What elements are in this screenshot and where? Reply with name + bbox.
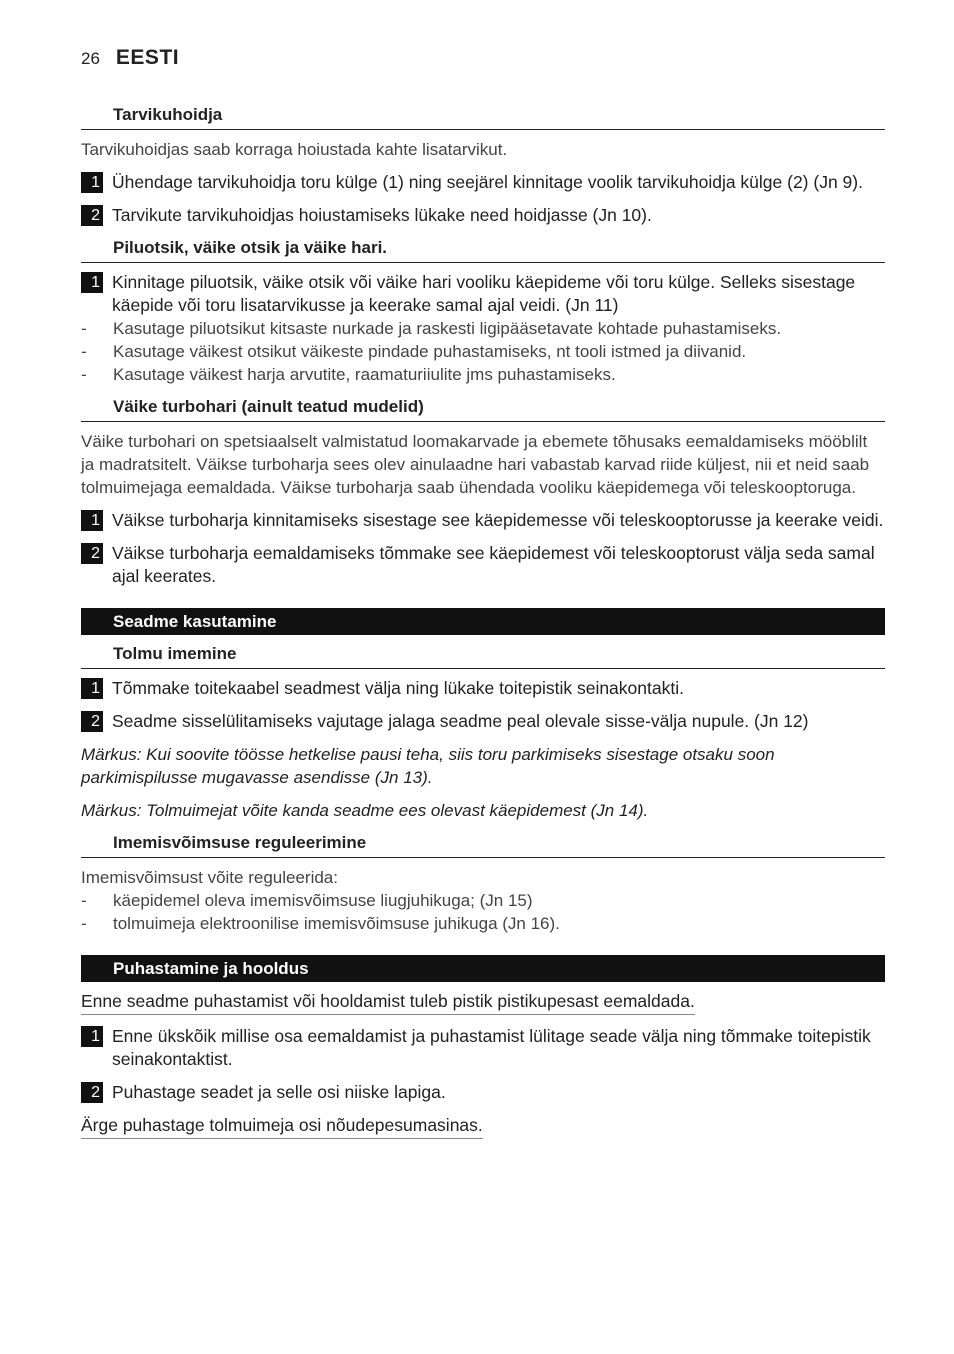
step-text: Seadme sisselülitamiseks vajutage jalaga seadme peal olevale sisse-välja nupule. (Jn 12) — [112, 711, 809, 731]
chapter-heading-puhastamine: Puhastamine ja hooldus — [81, 955, 885, 982]
note: Märkus: Kui soovite töösse hetkelise pausi teha, siis toru parkimiseks sisestage otsaku soon parkimispilusse mugavasse asendisse (Jn 13). — [81, 745, 775, 787]
step — [81, 710, 885, 733]
step — [81, 204, 885, 227]
step-number: 1 — [81, 272, 103, 293]
step — [81, 677, 885, 700]
chapter-heading-seadme-kasutamine: Seadme kasutamine — [81, 608, 885, 635]
step-text: Väikse turboharja eemaldamiseks tõmmake see käepidemest või teleskooptorust välja seda samal ajal keerates. — [112, 543, 875, 586]
list-item: - Kasutage väikest otsikut väikeste pindade puhastamiseks, nt tooli istmed ja diivanid. — [81, 342, 747, 361]
step-text: Puhastage seadet ja selle osi niiske lapiga. — [112, 1082, 446, 1102]
step-number: 2 — [81, 1082, 103, 1103]
section-heading-imemisvoimsus: Imemisvõimsuse reguleerimine — [81, 832, 885, 858]
section-heading-tolmu-imemine: Tolmu imemine — [81, 643, 885, 669]
step — [81, 509, 885, 532]
step-text: Tarvikute tarvikuhoidjas hoiustamiseks lükake need hoidjasse (Jn 10). — [112, 205, 652, 225]
step-text: Ühendage tarvikuhoidja toru külge (1) ning seejärel kinnitage voolik tarvikuhoidja külge (2) (Jn 9). — [112, 172, 863, 192]
step-text: Tõmmake toitekaabel seadmest välja ning lükake toitepistik seinakontakti. — [112, 678, 684, 698]
step-text: Enne ükskõik millise osa eemaldamist ja puhastamist lülitage seade välja ning tõmmake toitepistik seinakontaktist. — [112, 1026, 871, 1069]
step — [81, 1025, 885, 1071]
step-number: 1 — [81, 1026, 103, 1047]
bullet-list — [81, 317, 885, 386]
step-number: 2 — [81, 205, 103, 226]
page-content — [81, 104, 885, 1149]
list-item: - tolmuimeja elektroonilise imemisvõimsuse juhikuga (Jn 16). — [81, 914, 560, 933]
list-item: - Kasutage piluotsikut kitsaste nurkade ja raskesti ligipääsetavate kohtade puhastamiseks. — [81, 319, 782, 338]
step — [81, 542, 885, 588]
language-heading: EESTI — [115, 46, 180, 69]
section-heading-turbohari: Väike turbohari (ainult teatud mudelid) — [81, 396, 885, 422]
step-text: Kinnitage piluotsik, väike otsik või väike hari vooliku käepideme või toru külge. Selleks sisestage käepide või toru lisatarvikusse ja keerake samal ajal veidi. (Jn 11) — [112, 272, 856, 315]
step-number: 1 — [81, 172, 103, 193]
step-number: 2 — [81, 543, 103, 564]
page-header — [81, 46, 179, 76]
list-item: - Kasutage väikest harja arvutite, raamaturiiulite jms puhastamiseks. — [81, 365, 616, 384]
step-number: 1 — [81, 510, 103, 531]
note: Märkus: Tolmuimejat võite kanda seadme ees olevast käepidemest (Jn 14). — [81, 801, 649, 820]
paragraph: Väike turbohari on spetsiaalselt valmistatud loomakarvade ja ebemete tõhusaks eemaldamiseks mööblilt ja madratsitelt. Väikse turboharja sees olev ainulaadne hari vabastab karvad riide küljest, nii et neid saab tolmuimejaga eemaldada. Väikse turboharja saab ühendada vooliku käepidemega või teleskooptoruga. — [81, 432, 870, 497]
step-number: 1 — [81, 678, 103, 699]
paragraph: Tarvikuhoidjas saab korraga hoiustada kahte lisatarvikut. — [81, 140, 508, 159]
bullet-list — [81, 889, 885, 935]
warning-text: Ärge puhastage tolmuimeja osi nõudepesumasinas. — [81, 1114, 483, 1139]
step-number: 2 — [81, 711, 103, 732]
paragraph: Imemisvõimsust võite reguleerida: — [81, 868, 338, 887]
step — [81, 271, 885, 317]
step — [81, 171, 885, 194]
section-heading-tarvikuhoidja: Tarvikuhoidja — [81, 104, 885, 130]
list-item: - käepidemel oleva imemisvõimsuse liugjuhikuga; (Jn 15) — [81, 891, 533, 910]
step-text: Väikse turboharja kinnitamiseks sisestage see käepidemesse või teleskooptorusse ja keerake veidi. — [112, 510, 884, 530]
warning-text: Enne seadme puhastamist või hooldamist tuleb pistik pistikupesast eemaldada. — [81, 990, 695, 1015]
step — [81, 1081, 885, 1104]
page-number: 26 — [81, 49, 100, 68]
section-heading-piluotsik: Piluotsik, väike otsik ja väike hari. — [81, 237, 885, 263]
